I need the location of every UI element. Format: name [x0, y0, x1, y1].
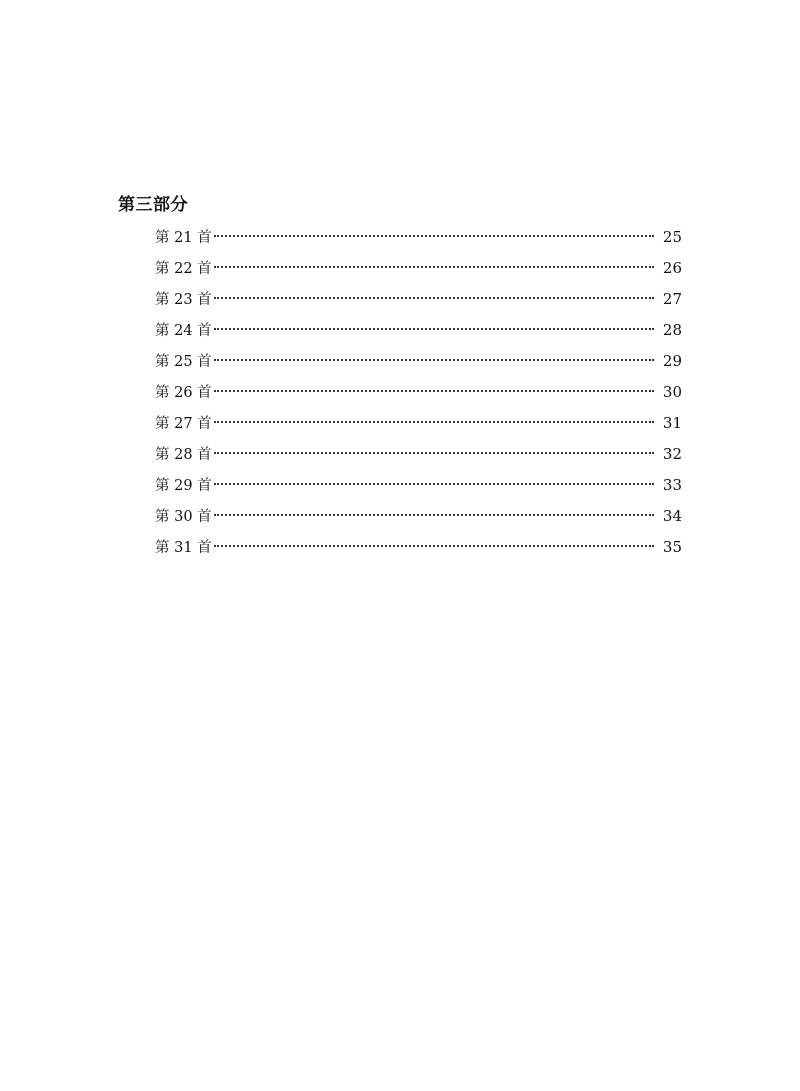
toc-entry[interactable]	[155, 380, 682, 411]
toc-entry-label: 第 31 首	[155, 540, 212, 556]
toc-entry[interactable]	[155, 411, 682, 442]
toc-entry-label: 第 28 首	[155, 447, 212, 463]
toc-entry[interactable]	[155, 256, 682, 287]
dot-leader	[214, 359, 654, 361]
toc-entry-label: 第 27 首	[155, 416, 212, 432]
dot-leader	[214, 452, 654, 454]
dot-leader	[214, 483, 654, 485]
toc-entry-label: 第 30 首	[155, 509, 212, 525]
toc-entry[interactable]	[155, 504, 682, 535]
toc-entry[interactable]	[155, 349, 682, 380]
toc-entry-page-number: 26	[662, 259, 682, 277]
toc-entry-page-number: 33	[662, 476, 682, 494]
toc-entry-label: 第 21 首	[155, 230, 212, 246]
dot-leader	[214, 266, 654, 268]
toc-entry-page-number: 30	[662, 383, 682, 401]
toc-entry-label: 第 26 首	[155, 385, 212, 401]
dot-leader	[214, 328, 654, 330]
toc-entry-label: 第 23 首	[155, 292, 212, 308]
section-title: 第三部分	[118, 195, 188, 215]
toc-entry-page-number: 27	[662, 290, 682, 308]
toc-entry[interactable]	[155, 225, 682, 256]
toc-entry-page-number: 29	[662, 352, 682, 370]
toc-entry-label: 第 25 首	[155, 354, 212, 370]
toc-entry-list	[155, 225, 682, 566]
toc-entry[interactable]	[155, 442, 682, 473]
toc-entry-page-number: 32	[662, 445, 682, 463]
toc-entry[interactable]	[155, 287, 682, 318]
toc-entry[interactable]	[155, 318, 682, 349]
toc-entry-page-number: 25	[662, 228, 682, 246]
dot-leader	[214, 514, 654, 516]
toc-entry-label: 第 22 首	[155, 261, 212, 277]
toc-entry-page-number: 28	[662, 321, 682, 339]
toc-entry-label: 第 29 首	[155, 478, 212, 494]
dot-leader	[214, 235, 654, 237]
toc-entry[interactable]	[155, 535, 682, 566]
dot-leader	[214, 421, 654, 423]
toc-entry-label: 第 24 首	[155, 323, 212, 339]
toc-entry[interactable]	[155, 473, 682, 504]
dot-leader	[214, 390, 654, 392]
dot-leader	[214, 545, 654, 547]
toc-entry-page-number: 34	[662, 507, 682, 525]
dot-leader	[214, 297, 654, 299]
toc-entry-page-number: 31	[662, 414, 682, 432]
toc-entry-page-number: 35	[662, 538, 682, 556]
